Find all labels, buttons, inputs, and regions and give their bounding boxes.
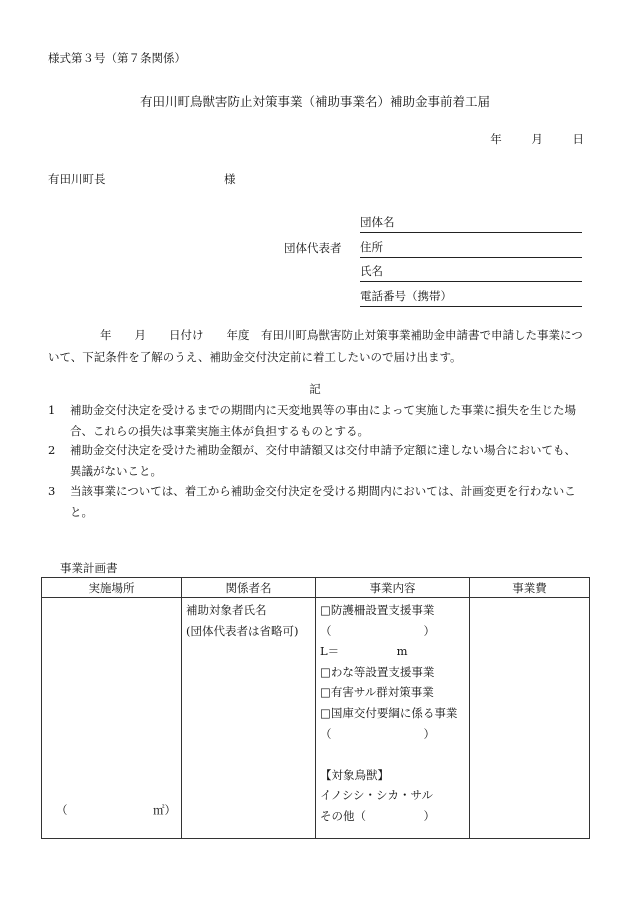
target-animals: イノシシ・シカ・サル (320, 788, 433, 803)
date-day: 日 (572, 132, 584, 146)
address-field[interactable]: 住所 (360, 237, 582, 258)
monkey-option[interactable]: □有害サル群対策事業 (320, 685, 434, 700)
content-cell[interactable] (316, 598, 470, 839)
cost-cell[interactable] (470, 598, 590, 839)
location-cell[interactable] (42, 598, 182, 839)
addressee (48, 171, 236, 187)
area-field (56, 802, 176, 818)
area-open: （ (56, 803, 68, 817)
condition-item (48, 400, 586, 442)
date-month: 月 (531, 132, 543, 146)
condition-number: 1 (48, 403, 56, 417)
plan-table (41, 577, 590, 839)
phone-field[interactable]: 電話番号（携帯） (360, 286, 582, 307)
name-field[interactable]: 氏名 (360, 261, 582, 282)
page-title: 有田川町鳥獣害防止対策事業（補助事業名）補助金事前着工届 (139, 94, 490, 109)
addressee-name: 有田川町長 (48, 172, 106, 186)
notice-paragraph: 年 月 日付け 年度 有田川町鳥獣害防止対策事業補助金申請書で申請した事業について、下記条件を了解のうえ、補助金交付決定前に着工したいので届け出ます。 (48, 328, 583, 364)
header-related: 関係者名 (182, 578, 316, 598)
target-heading: 【対象鳥獣】 (320, 767, 389, 782)
content-line: （ ） (320, 623, 435, 638)
related-cell[interactable] (182, 598, 316, 839)
condition-text: 当該事業については、着工から補助金交付決定を受ける期間内においては、計画変更を行わないこと。 (70, 484, 576, 519)
length-line: L＝ m (320, 644, 408, 659)
addressee-honorific: 様 (224, 172, 236, 186)
ki-heading: 記 (309, 382, 321, 396)
date-row (464, 131, 584, 147)
national-option[interactable]: □国庫交付要綱に係る事業 (320, 705, 458, 720)
fence-option[interactable]: □防護柵設置支援事業 (320, 603, 435, 617)
header-content: 事業内容 (316, 578, 470, 598)
condition-number: 2 (48, 443, 56, 457)
condition-number: 3 (48, 484, 56, 498)
trap-option[interactable]: □わな等設置支援事業 (320, 664, 435, 679)
table-row (42, 598, 590, 839)
content-line: （ ） (320, 726, 435, 741)
form-number: 様式第３号（第７条関係） (48, 51, 186, 65)
header-cost: 事業費 (470, 578, 590, 598)
condition-item (48, 481, 586, 523)
related-line: 補助対象者氏名 (186, 603, 267, 617)
table-header-row (42, 578, 590, 598)
header-location: 実施場所 (42, 578, 182, 598)
date-year: 年 (490, 132, 502, 146)
area-unit: ㎡） (153, 803, 176, 817)
related-line: (団体代表者は省略可) (186, 623, 299, 638)
condition-item (48, 440, 586, 482)
representative-label: 団体代表者 (284, 241, 342, 255)
target-other: その他（ ） (320, 808, 435, 823)
plan-title: 事業計画書 (60, 561, 118, 575)
content-line (320, 744, 465, 765)
condition-text: 補助金交付決定を受けた補助金額が、交付申請額又は交付申請予定額に達しない場合においても、異議がないこと。 (70, 443, 576, 478)
group-name-field[interactable]: 団体名 (360, 212, 582, 233)
condition-text: 補助金交付決定を受けるまでの期間内に天変地異等の事由によって実施した事業に損失を生じた場合、これらの損失は事業実施主体が負担するものとする。 (70, 403, 576, 438)
